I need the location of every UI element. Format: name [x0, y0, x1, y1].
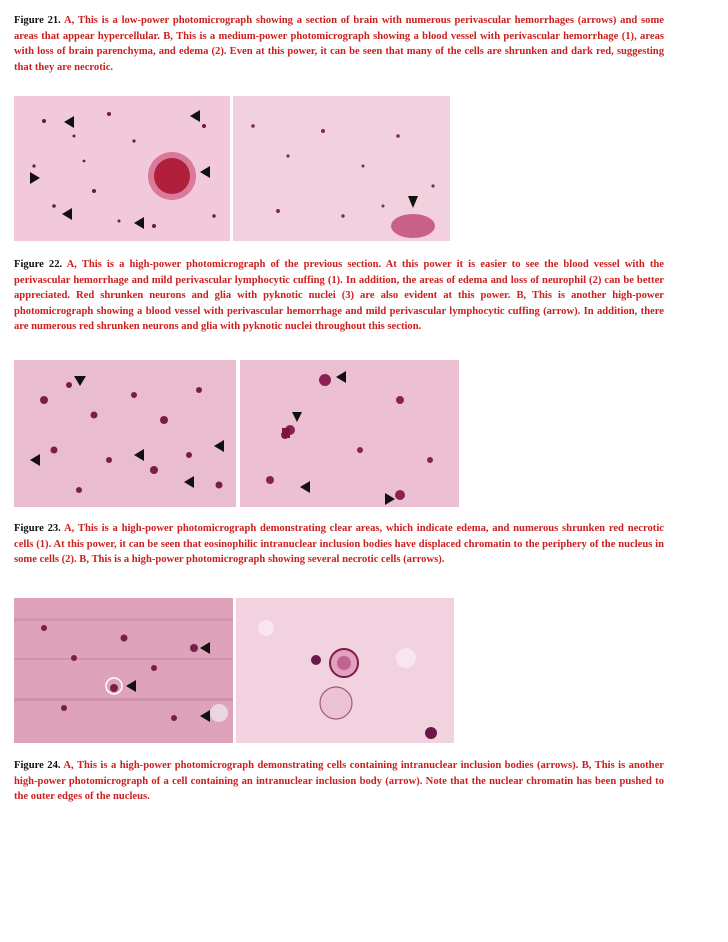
- figure-label: Figure 24.: [14, 760, 61, 771]
- micrograph-23a: [14, 598, 233, 743]
- micrograph-22b: [240, 360, 459, 507]
- caption-text: A, This is a high-power photomicrograph demonstrating clear areas, which indicate edema, and numerous shrunken red necrotic cells (1). At this power, it can be seen that eosinophilic intranuclear inclusion bodies have displaced chromatin to the periphery of the nucleus in some cells (2). B, This is a high-power photomicrograph showing several necrotic cells (arrows).: [14, 523, 664, 566]
- caption-text: A, This is a high-power photomicrograph demonstrating cells containing intranuclear inclusion bodies (arrows). B, This is another high-power photomicrograph of a cell containing an intranuclear inclusion body (arrow). Note that the nuclear chromatin has been pushed to the outer edges of the nucleus.: [14, 760, 664, 803]
- figure-label: Figure 21.: [14, 15, 61, 26]
- micrograph-21b: [233, 96, 450, 241]
- caption-figure-23: [14, 521, 664, 568]
- figure-label: Figure 23.: [14, 523, 61, 534]
- micrograph-23b: [236, 598, 454, 743]
- caption-text: A, This is a low-power photomicrograph showing a section of brain with numerous perivascular hemorrhages (arrows) and some areas that appear hypercellular. B, This is a medium-power photomicrograph showing a blood vessel with perivascular hemorrhage (1), areas with loss of brain parenchyma, and edema (2). Even at this power, it can be seen that many of the cells are shrunken and dark red, suggesting that they are necrotic.: [14, 15, 664, 73]
- figure-label: Figure 22.: [14, 259, 63, 270]
- caption-figure-24: [14, 758, 664, 805]
- caption-figure-21: [14, 13, 664, 75]
- caption-text: A, This is a high-power photomicrograph of the previous section. At this power it is easier to see the blood vessel with the perivascular hemorrhage and mild perivascular lymphocytic cuffing (1). In addition, the areas of edema and loss of neurophil (2) can be better appreciated. Red shrunken neurons and glia with pyknotic nuclei (3) are also evident at this power. B, This is another high-power photomicrograph showing a blood vessel with perivascular hemorrhage and mild perivascular lymphocytic cuffing (arrow). In addition, there are numerous red shrunken neurons and glia with pyknotic nuclei throughout this section.: [14, 259, 664, 333]
- caption-figure-22: [14, 257, 664, 335]
- micrograph-22a: [14, 360, 236, 507]
- micrograph-21a: [14, 96, 230, 241]
